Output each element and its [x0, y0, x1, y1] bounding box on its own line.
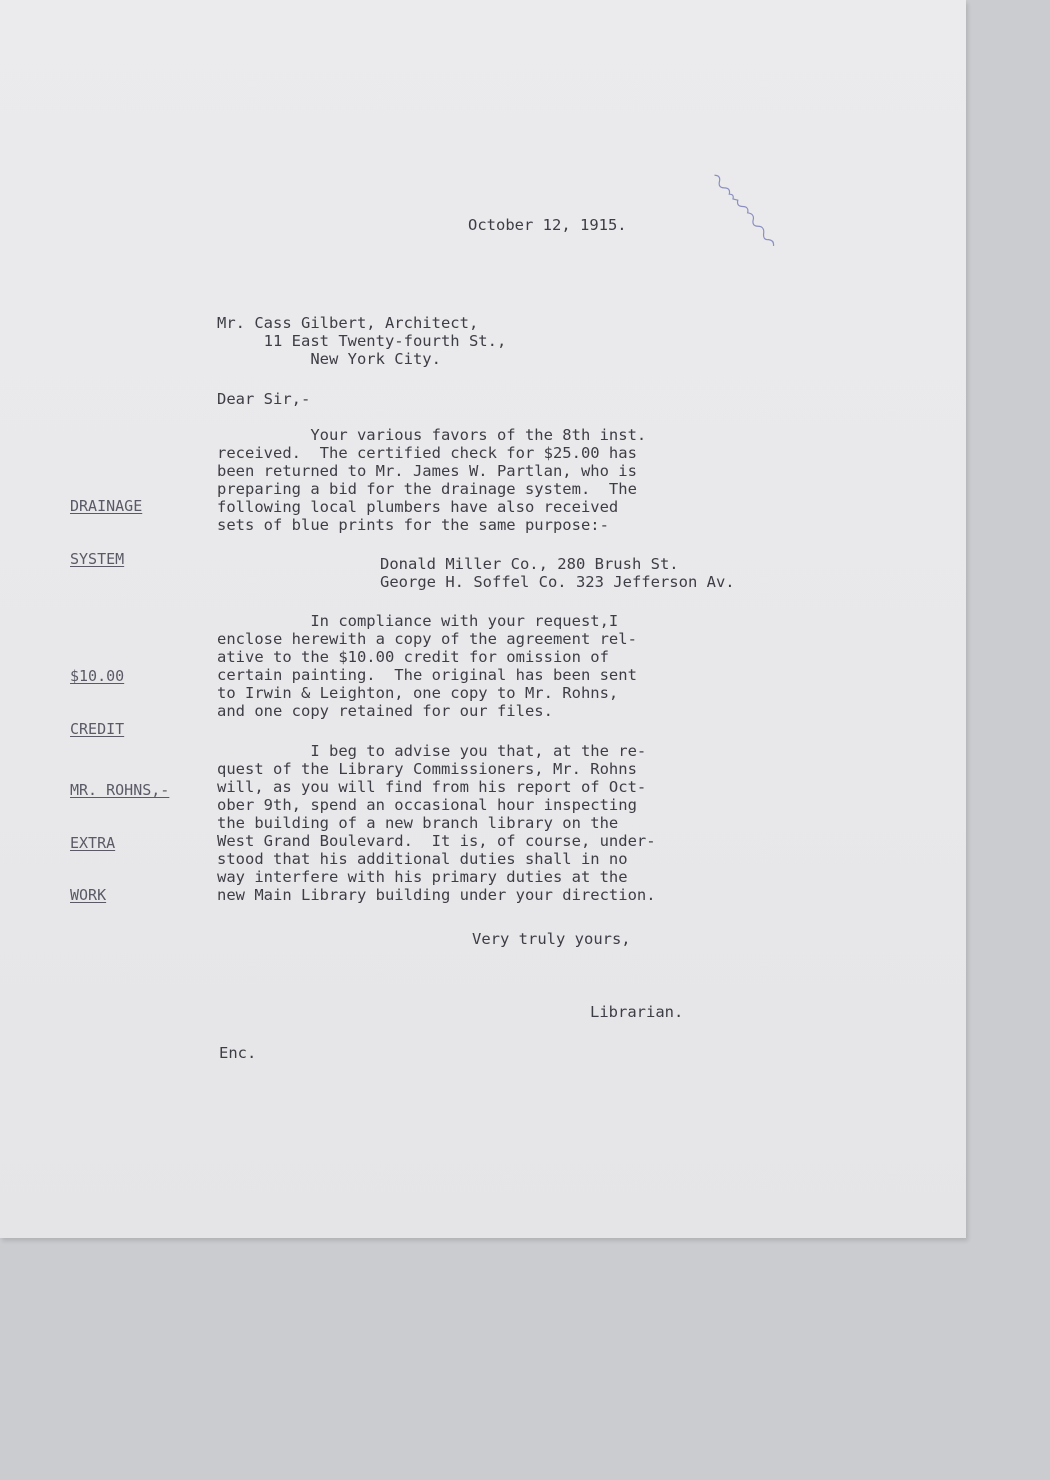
paragraph-credit — [217, 612, 637, 720]
paragraph-drainage — [217, 426, 646, 534]
text-line: received. The certified check for $25.00 has — [217, 444, 637, 462]
text-line: and one copy retained for our files. — [217, 702, 553, 720]
text-line: In compliance with your request,I — [217, 612, 619, 630]
margin-note-line: MR. ROHNS,- — [70, 781, 170, 799]
signature-title: Librarian. — [590, 1003, 684, 1021]
inside-address — [217, 314, 506, 368]
text-line: stood that his additional duties shall in no — [217, 850, 628, 868]
pencil-annotation — [710, 170, 786, 263]
text-line: way interfere with his primary duties at the — [217, 868, 628, 886]
text-line: sets of blue prints for the same purpose:- — [217, 516, 609, 534]
paragraph-rohns — [217, 742, 656, 904]
text-line: certain painting. The original has been sent — [217, 666, 637, 684]
text-line: enclose herewith a copy of the agreement rel- — [217, 630, 637, 648]
closing: Very truly yours, — [472, 930, 631, 948]
margin-note-line: EXTRA — [70, 833, 116, 852]
margin-note-line: DRAINAGE — [70, 497, 143, 515]
margin-note-rohns — [70, 747, 169, 940]
text-line: quest of the Library Commissioners, Mr. Rohns — [217, 760, 637, 778]
text-line: ative to the $10.00 credit for omission of — [217, 648, 609, 666]
address-line: New York City. — [217, 350, 441, 368]
margin-note-drainage — [70, 463, 142, 603]
margin-note-line: CREDIT — [70, 719, 125, 738]
text-line: will, as you will find from his report of Oct- — [217, 778, 647, 796]
text-line: Your various favors of the 8th inst. — [217, 426, 647, 444]
text-line: the building of a new branch library on the — [217, 814, 619, 832]
text-line: ober 9th, spend an occasional hour inspecting — [217, 796, 637, 814]
address-line: Mr. Cass Gilbert, Architect, — [217, 314, 479, 332]
text-line: following local plumbers have also received — [217, 498, 619, 516]
text-line: preparing a bid for the drainage system. The — [217, 480, 637, 498]
margin-note-line: WORK — [70, 886, 107, 904]
salutation: Dear Sir,- — [217, 390, 311, 408]
text-line: West Grand Boulevard. It is, of course, under- — [217, 832, 656, 850]
margin-note-line: $10.00 — [70, 667, 125, 685]
text-line: been returned to Mr. James W. Partlan, who is — [217, 462, 637, 480]
plumber-entry: Donald Miller Co., 280 Brush St. — [380, 555, 679, 573]
margin-note-line: SYSTEM — [70, 549, 125, 568]
plumbers-list — [380, 555, 735, 591]
plumber-entry: George H. Soffel Co. 323 Jefferson Av. — [380, 573, 735, 591]
address-line: 11 East Twenty-fourth St., — [217, 332, 507, 350]
letter-date: October 12, 1915. — [468, 216, 627, 234]
enclosure-note: Enc. — [219, 1044, 257, 1062]
text-line: I beg to advise you that, at the re- — [217, 742, 647, 760]
text-line: to Irwin & Leighton, one copy to Mr. Rohns, — [217, 684, 619, 702]
text-line: new Main Library building under your direction. — [217, 886, 656, 904]
